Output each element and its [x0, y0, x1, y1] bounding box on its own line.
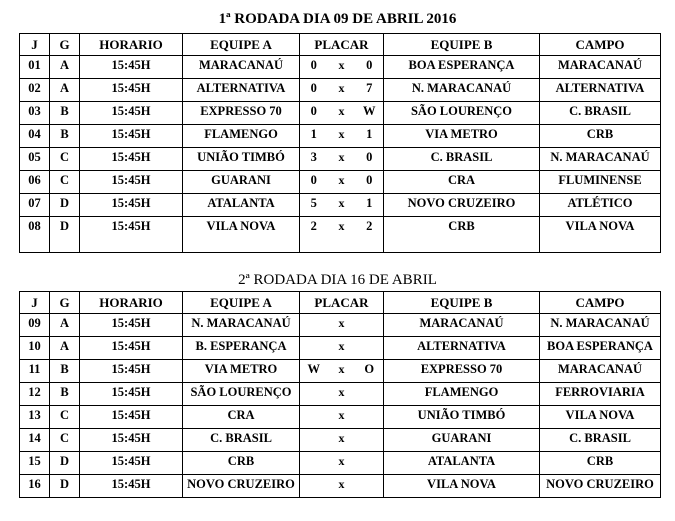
- score-b: 7: [356, 79, 384, 102]
- team-a: GUARANI: [183, 171, 300, 194]
- team-a: UNIÃO TIMBÓ: [183, 148, 300, 171]
- group: D: [50, 475, 80, 498]
- team-a: EXPRESSO 70: [183, 102, 300, 125]
- group: D: [50, 194, 80, 217]
- team-a: N. MARACANAÚ: [183, 314, 300, 337]
- header-equipe-a: EQUIPE A: [183, 34, 300, 56]
- time: 15:45H: [80, 383, 183, 406]
- round1-body: [20, 56, 661, 253]
- time: 15:45H: [80, 475, 183, 498]
- group: C: [50, 171, 80, 194]
- score-a: 2: [300, 217, 328, 253]
- score-a: 3: [300, 148, 328, 171]
- score-a: [300, 314, 328, 337]
- score-b: [356, 383, 384, 406]
- table-row: [20, 383, 661, 406]
- team-b: BOA ESPERANÇA: [384, 56, 540, 79]
- team-b: C. BRASIL: [384, 148, 540, 171]
- group: D: [50, 217, 80, 253]
- time: 15:45H: [80, 148, 183, 171]
- score-a: [300, 475, 328, 498]
- score-b: [356, 337, 384, 360]
- venue: ATLÉTICO: [540, 194, 661, 217]
- team-a: MARACANAÚ: [183, 56, 300, 79]
- group: A: [50, 79, 80, 102]
- score-b: [356, 475, 384, 498]
- table-row: [20, 102, 661, 125]
- time: 15:45H: [80, 217, 183, 253]
- score-separator: x: [328, 56, 356, 79]
- score-a: [300, 337, 328, 360]
- team-b: EXPRESSO 70: [384, 360, 540, 383]
- venue: N. MARACANAÚ: [540, 148, 661, 171]
- score-b: 0: [356, 56, 384, 79]
- match-number: 05: [20, 148, 50, 171]
- score-separator: x: [328, 217, 356, 253]
- match-number: 03: [20, 102, 50, 125]
- group: A: [50, 337, 80, 360]
- group: B: [50, 102, 80, 125]
- score-b: [356, 452, 384, 475]
- team-a: VILA NOVA: [183, 217, 300, 253]
- score-b: 1: [356, 194, 384, 217]
- venue: BOA ESPERANÇA: [540, 337, 661, 360]
- match-number: 10: [20, 337, 50, 360]
- venue: NOVO CRUZEIRO: [540, 475, 661, 498]
- team-a: ALTERNATIVA: [183, 79, 300, 102]
- group: A: [50, 314, 80, 337]
- match-number: 09: [20, 314, 50, 337]
- score-a: [300, 383, 328, 406]
- header-equipe-b: EQUIPE B: [384, 34, 540, 56]
- score-b: [356, 406, 384, 429]
- score-separator: x: [328, 429, 356, 452]
- time: 15:45H: [80, 429, 183, 452]
- team-b: ALTERNATIVA: [384, 337, 540, 360]
- time: 15:45H: [80, 56, 183, 79]
- score-b: 2: [356, 217, 384, 253]
- group: B: [50, 125, 80, 148]
- header-j: J: [20, 292, 50, 314]
- round2-title: 2ª RODADA DIA 16 DE ABRIL: [238, 272, 437, 288]
- match-number: 14: [20, 429, 50, 452]
- team-a: NOVO CRUZEIRO: [183, 475, 300, 498]
- team-b: CRA: [384, 171, 540, 194]
- match-number: 01: [20, 56, 50, 79]
- team-b: N. MARACANAÚ: [384, 79, 540, 102]
- team-a: ATALANTA: [183, 194, 300, 217]
- group: C: [50, 406, 80, 429]
- score-a: [300, 406, 328, 429]
- time: 15:45H: [80, 360, 183, 383]
- group: B: [50, 360, 80, 383]
- team-b: UNIÃO TIMBÓ: [384, 406, 540, 429]
- venue: VILA NOVA: [540, 406, 661, 429]
- table-row: [20, 148, 661, 171]
- score-separator: x: [328, 125, 356, 148]
- score-a: 5: [300, 194, 328, 217]
- table-row: [20, 171, 661, 194]
- score-a: W: [300, 360, 328, 383]
- table-row: [20, 194, 661, 217]
- score-b: W: [356, 102, 384, 125]
- table-row: [20, 360, 661, 383]
- team-a: SÃO LOURENÇO: [183, 383, 300, 406]
- venue: FERROVIARIA: [540, 383, 661, 406]
- match-number: 02: [20, 79, 50, 102]
- time: 15:45H: [80, 125, 183, 148]
- header-placar: PLACAR: [300, 292, 384, 314]
- group: C: [50, 148, 80, 171]
- score-a: 0: [300, 56, 328, 79]
- table-row: [20, 429, 661, 452]
- header-campo: CAMPO: [540, 292, 661, 314]
- venue: N. MARACANAÚ: [540, 314, 661, 337]
- group: A: [50, 56, 80, 79]
- header-g: G: [50, 292, 80, 314]
- table-row: [20, 314, 661, 337]
- venue: ALTERNATIVA: [540, 79, 661, 102]
- match-number: 15: [20, 452, 50, 475]
- score-separator: x: [328, 360, 356, 383]
- header-horario: HORARIO: [80, 292, 183, 314]
- team-b: NOVO CRUZEIRO: [384, 194, 540, 217]
- score-separator: x: [328, 171, 356, 194]
- header-equipe-a: EQUIPE A: [183, 292, 300, 314]
- score-a: [300, 429, 328, 452]
- score-a: [300, 452, 328, 475]
- score-separator: x: [328, 194, 356, 217]
- venue: CRB: [540, 125, 661, 148]
- table-row: [20, 406, 661, 429]
- match-number: 12: [20, 383, 50, 406]
- venue: C. BRASIL: [540, 429, 661, 452]
- round2-table: [19, 291, 661, 498]
- team-b: SÃO LOURENÇO: [384, 102, 540, 125]
- team-b: VIA METRO: [384, 125, 540, 148]
- header-placar: PLACAR: [300, 34, 384, 56]
- group: B: [50, 383, 80, 406]
- round1-table: [19, 33, 661, 253]
- score-b: [356, 314, 384, 337]
- score-separator: x: [328, 148, 356, 171]
- score-b: O: [356, 360, 384, 383]
- round2-header-row: [20, 292, 661, 314]
- score-b: 0: [356, 148, 384, 171]
- match-number: 13: [20, 406, 50, 429]
- score-separator: x: [328, 79, 356, 102]
- team-a: B. ESPERANÇA: [183, 337, 300, 360]
- score-a: 0: [300, 171, 328, 194]
- header-j: J: [20, 34, 50, 56]
- time: 15:45H: [80, 79, 183, 102]
- team-b: CRB: [384, 217, 540, 253]
- team-a: C. BRASIL: [183, 429, 300, 452]
- header-g: G: [50, 34, 80, 56]
- time: 15:45H: [80, 406, 183, 429]
- time: 15:45H: [80, 452, 183, 475]
- match-number: 08: [20, 217, 50, 253]
- venue: FLUMINENSE: [540, 171, 661, 194]
- score-a: 1: [300, 125, 328, 148]
- score-a: 0: [300, 102, 328, 125]
- header-horario: HORARIO: [80, 34, 183, 56]
- match-number: 06: [20, 171, 50, 194]
- score-separator: x: [328, 452, 356, 475]
- header-equipe-b: EQUIPE B: [384, 292, 540, 314]
- score-b: [356, 429, 384, 452]
- match-number: 04: [20, 125, 50, 148]
- score-b: 0: [356, 171, 384, 194]
- venue: VILA NOVA: [540, 217, 661, 253]
- table-row: [20, 79, 661, 102]
- match-number: 07: [20, 194, 50, 217]
- venue: CRB: [540, 452, 661, 475]
- team-a: VIA METRO: [183, 360, 300, 383]
- team-b: GUARANI: [384, 429, 540, 452]
- time: 15:45H: [80, 194, 183, 217]
- table-row: [20, 56, 661, 79]
- score-b: 1: [356, 125, 384, 148]
- time: 15:45H: [80, 337, 183, 360]
- table-row: [20, 217, 661, 253]
- group: C: [50, 429, 80, 452]
- score-a: 0: [300, 79, 328, 102]
- team-b: VILA NOVA: [384, 475, 540, 498]
- table-row: [20, 475, 661, 498]
- score-separator: x: [328, 383, 356, 406]
- venue: MARACANAÚ: [540, 56, 661, 79]
- table-row: [20, 452, 661, 475]
- score-separator: x: [328, 102, 356, 125]
- team-b: ATALANTA: [384, 452, 540, 475]
- header-campo: CAMPO: [540, 34, 661, 56]
- round2-body: [20, 314, 661, 498]
- time: 15:45H: [80, 102, 183, 125]
- time: 15:45H: [80, 314, 183, 337]
- score-separator: x: [328, 475, 356, 498]
- round1-title: 1ª RODADA DIA 09 DE ABRIL 2016: [218, 11, 457, 27]
- team-a: CRA: [183, 406, 300, 429]
- team-a: FLAMENGO: [183, 125, 300, 148]
- team-b: FLAMENGO: [384, 383, 540, 406]
- venue: C. BRASIL: [540, 102, 661, 125]
- table-row: [20, 125, 661, 148]
- time: 15:45H: [80, 171, 183, 194]
- score-separator: x: [328, 406, 356, 429]
- venue: MARACANAÚ: [540, 360, 661, 383]
- team-a: CRB: [183, 452, 300, 475]
- table-row: [20, 337, 661, 360]
- group: D: [50, 452, 80, 475]
- match-number: 11: [20, 360, 50, 383]
- score-separator: x: [328, 314, 356, 337]
- round1-header-row: [20, 34, 661, 56]
- score-separator: x: [328, 337, 356, 360]
- team-b: MARACANAÚ: [384, 314, 540, 337]
- match-number: 16: [20, 475, 50, 498]
